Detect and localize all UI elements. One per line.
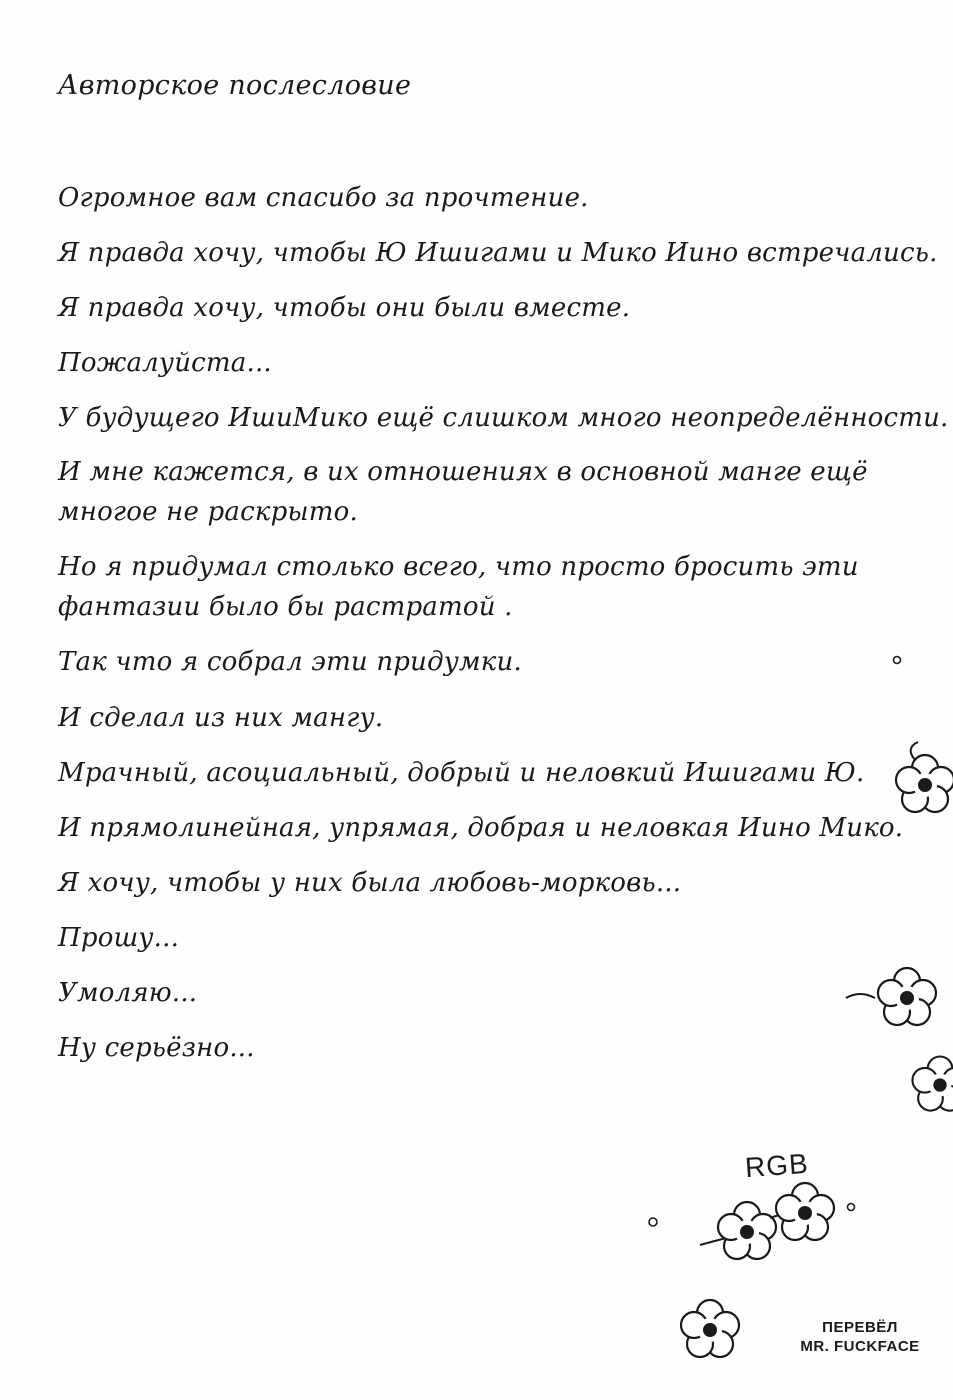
text-line: И мне кажется, в их отношениях в основной манге ещё: [58, 457, 868, 487]
flower-icon: [700, 1202, 776, 1259]
dot-icon: [848, 1204, 855, 1211]
dot-icon: [894, 657, 901, 664]
text-line: Пожалуйста...: [58, 348, 272, 378]
text-line: Прошу...: [58, 923, 180, 953]
text-line: Мрачный, асоциальный, добрый и неловкий Ишигами Ю.: [58, 758, 865, 788]
flower-icon: [896, 742, 953, 812]
text-line: И сделал из них мангу.: [58, 703, 384, 733]
credit-line: ПЕРЕВЁЛ: [822, 1319, 898, 1336]
text-line: Я правда хочу, чтобы Ю Ишигами и Мико Иино встречались.: [58, 238, 938, 268]
flower-icon: [770, 1183, 834, 1240]
text-line: Огромное вам спасибо за прочтение.: [58, 183, 589, 213]
text-line: Но я придумал столько всего, что просто бросить эти: [58, 552, 859, 582]
flower-icon: [681, 1300, 739, 1357]
translator-credit: [790, 1318, 930, 1356]
text-line: И прямолинейная, упрямая, добрая и неловкая Иино Мико.: [58, 813, 904, 843]
signature: RGB: [743, 1147, 810, 1184]
flower-icon: [912, 1057, 953, 1111]
text-line: Так что я собрал эти придумки.: [58, 647, 522, 677]
flower-icon: [846, 968, 936, 1025]
credit-line: MR. FUCKFACE: [800, 1338, 920, 1355]
dot-icon: [649, 1218, 657, 1226]
text-line: У будущего ИшиМико ещё слишком много неопределённости.: [58, 403, 949, 433]
page-title: Авторское послесловие: [58, 70, 412, 101]
text-line: многое не раскрыто.: [58, 497, 358, 527]
text-line: Я правда хочу, чтобы они были вместе.: [58, 293, 631, 323]
text-line: Я хочу, чтобы у них была любовь-морковь...: [58, 868, 682, 898]
text-line: фантазии было бы растратой .: [58, 592, 513, 622]
text-line: Ну серьёзно...: [58, 1033, 255, 1063]
text-line: Умоляю...: [58, 978, 198, 1008]
